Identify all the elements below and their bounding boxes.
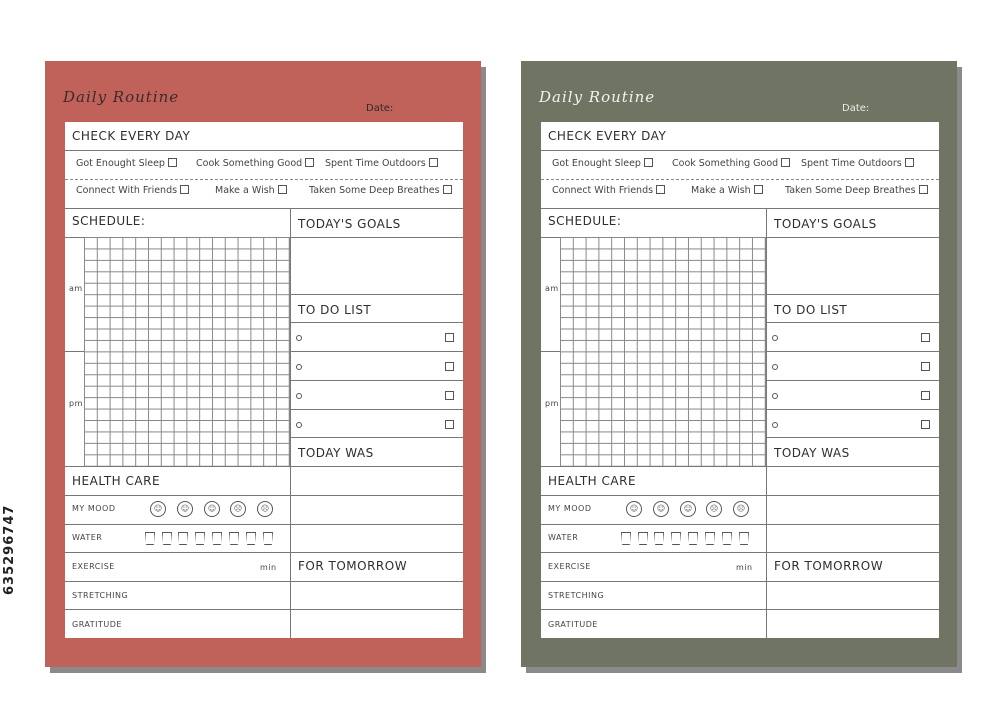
bullet-icon	[296, 335, 302, 341]
smile-face-icon[interactable]: ☺	[653, 501, 669, 517]
bullet-icon	[772, 335, 778, 341]
neutral-face-icon[interactable]: ☺	[204, 501, 220, 517]
bullet-icon	[296, 393, 302, 399]
check-every-day-heading: CHECK EVERY DAY	[548, 129, 667, 143]
stock-id-watermark: 635296747	[2, 504, 17, 595]
water-cup-icon[interactable]	[688, 532, 698, 545]
water-cup-icon[interactable]	[195, 532, 205, 545]
water-cup-icon[interactable]	[722, 532, 732, 545]
checkbox-icon[interactable]	[905, 158, 914, 167]
water-cup-icon[interactable]	[705, 532, 715, 545]
schedule-grid[interactable]	[84, 237, 290, 467]
gratitude-label: GRATITUDE	[72, 620, 122, 629]
planner-sheet	[541, 122, 939, 638]
water-cup-icon[interactable]	[145, 532, 155, 545]
habit-sleep[interactable]: Got Enought Sleep	[76, 158, 177, 169]
page-title: Daily Routine	[539, 88, 656, 106]
am-label: am	[69, 284, 83, 293]
stretching-label: STRETCHING	[548, 591, 605, 600]
check-every-day-heading: CHECK EVERY DAY	[72, 129, 191, 143]
today-was-heading: TODAY WAS	[298, 446, 374, 460]
exercise-label: EXERCISE	[548, 562, 591, 571]
water-label: WATER	[72, 533, 103, 542]
date-label: Date:	[842, 103, 870, 114]
habit-outdoors[interactable]: Spent Time Outdoors	[801, 158, 914, 169]
page-title: Daily Routine	[63, 88, 180, 106]
todo-checkbox-icon[interactable]	[445, 333, 454, 342]
todays-goals-heading: TODAY'S GOALS	[298, 217, 401, 231]
checkbox-icon[interactable]	[781, 158, 790, 167]
todo-checkbox-icon[interactable]	[921, 362, 930, 371]
checkbox-icon[interactable]	[443, 185, 452, 194]
bullet-icon	[296, 422, 302, 428]
habit-sleep[interactable]: Got Enought Sleep	[552, 158, 653, 169]
pm-label: pm	[545, 399, 559, 408]
water-cup-icon[interactable]	[671, 532, 681, 545]
exercise-label: EXERCISE	[72, 562, 115, 571]
todo-checkbox-icon[interactable]	[445, 362, 454, 371]
checkbox-icon[interactable]	[919, 185, 928, 194]
planner-page-olive	[521, 61, 957, 667]
my-mood-label: MY MOOD	[548, 504, 592, 513]
checkbox-icon[interactable]	[754, 185, 763, 194]
to-do-list-heading: TO DO LIST	[298, 303, 372, 317]
frown-face-icon[interactable]: ☹	[706, 501, 722, 517]
habit-friends[interactable]: Connect With Friends	[76, 185, 189, 196]
sad-face-icon[interactable]: ☹	[257, 501, 273, 517]
frown-face-icon[interactable]: ☹	[230, 501, 246, 517]
grin-face-icon[interactable]: ☺	[626, 501, 642, 517]
bullet-icon	[772, 364, 778, 370]
todo-checkbox-icon[interactable]	[921, 333, 930, 342]
todays-goals-heading: TODAY'S GOALS	[774, 217, 877, 231]
my-mood-label: MY MOOD	[72, 504, 116, 513]
checkbox-icon[interactable]	[180, 185, 189, 194]
neutral-face-icon[interactable]: ☺	[680, 501, 696, 517]
min-label: min	[736, 563, 753, 572]
water-cup-icon[interactable]	[246, 532, 256, 545]
water-cup-icon[interactable]	[263, 532, 273, 545]
habit-cook[interactable]: Cook Something Good	[672, 158, 790, 169]
habit-wish[interactable]: Make a Wish	[691, 185, 763, 196]
bullet-icon	[772, 393, 778, 399]
for-tomorrow-heading: FOR TOMORROW	[774, 559, 884, 573]
todo-checkbox-icon[interactable]	[921, 391, 930, 400]
schedule-grid[interactable]	[560, 237, 766, 467]
water-cup-icon[interactable]	[621, 532, 631, 545]
am-label: am	[545, 284, 559, 293]
date-label: Date:	[366, 103, 394, 114]
habit-breathes[interactable]: Taken Some Deep Breathes	[309, 185, 452, 196]
checkbox-icon[interactable]	[168, 158, 177, 167]
habit-cook[interactable]: Cook Something Good	[196, 158, 314, 169]
bullet-icon	[772, 422, 778, 428]
bullet-icon	[296, 364, 302, 370]
water-cup-icon[interactable]	[162, 532, 172, 545]
gratitude-label: GRATITUDE	[548, 620, 598, 629]
planner-page-terracotta	[45, 61, 481, 667]
water-cup-icon[interactable]	[654, 532, 664, 545]
schedule-heading: SCHEDULE:	[548, 214, 622, 228]
planner-sheet	[65, 122, 463, 638]
checkbox-icon[interactable]	[278, 185, 287, 194]
water-cup-icon[interactable]	[739, 532, 749, 545]
water-cup-icon[interactable]	[229, 532, 239, 545]
checkbox-icon[interactable]	[644, 158, 653, 167]
water-label: WATER	[548, 533, 579, 542]
water-cup-icon[interactable]	[638, 532, 648, 545]
todo-checkbox-icon[interactable]	[921, 420, 930, 429]
water-cup-icon[interactable]	[178, 532, 188, 545]
habit-breathes[interactable]: Taken Some Deep Breathes	[785, 185, 928, 196]
grin-face-icon[interactable]: ☺	[150, 501, 166, 517]
checkbox-icon[interactable]	[305, 158, 314, 167]
water-cup-icon[interactable]	[212, 532, 222, 545]
pm-label: pm	[69, 399, 83, 408]
habit-friends[interactable]: Connect With Friends	[552, 185, 665, 196]
todo-checkbox-icon[interactable]	[445, 391, 454, 400]
health-care-heading: HEALTH CARE	[548, 474, 637, 488]
todo-checkbox-icon[interactable]	[445, 420, 454, 429]
habit-outdoors[interactable]: Spent Time Outdoors	[325, 158, 438, 169]
sad-face-icon[interactable]: ☹	[733, 501, 749, 517]
smile-face-icon[interactable]: ☺	[177, 501, 193, 517]
to-do-list-heading: TO DO LIST	[774, 303, 848, 317]
stretching-label: STRETCHING	[72, 591, 129, 600]
schedule-heading: SCHEDULE:	[72, 214, 146, 228]
for-tomorrow-heading: FOR TOMORROW	[298, 559, 408, 573]
habit-wish[interactable]: Make a Wish	[215, 185, 287, 196]
health-care-heading: HEALTH CARE	[72, 474, 161, 488]
checkbox-icon[interactable]	[429, 158, 438, 167]
today-was-heading: TODAY WAS	[774, 446, 850, 460]
min-label: min	[260, 563, 277, 572]
checkbox-icon[interactable]	[656, 185, 665, 194]
